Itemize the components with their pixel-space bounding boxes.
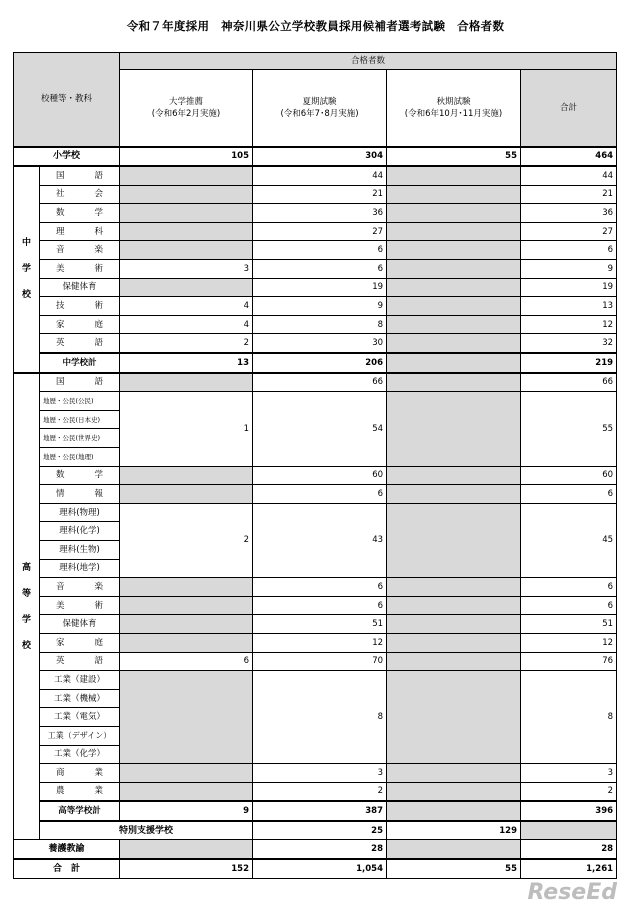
row-yogo: 養護教諭 28 28 <box>14 840 617 859</box>
table-row: 家 庭 12 12 <box>14 633 617 652</box>
table-row: 音 楽 6 6 <box>14 578 617 597</box>
table-row: 理科(物理) 2 43 45 <box>14 503 617 522</box>
table-row: 英 語 2 30 32 <box>14 334 617 353</box>
table-row: 工業（機械） <box>14 689 617 708</box>
table-row: 理科(地学) <box>14 559 617 578</box>
high-side-label: 高 等 学 校 <box>14 373 40 840</box>
table-row: 保健体育 19 19 <box>14 278 617 297</box>
table-row: 商 業 3 3 <box>14 764 617 783</box>
col-univ-header: 大学推薦 (令和6年2月実施) <box>120 70 253 147</box>
row-elementary: 小学校 105 304 55 464 <box>14 147 617 167</box>
table-row: 高 等 学 校 国 語 66 66 <box>14 373 617 392</box>
junior-subtotal-row: 中学校計 13 206 219 <box>14 353 617 373</box>
table-row: 地歴・公民(日本史) <box>14 410 617 429</box>
col-summer-header: 夏期試験 (令和6年7･8月実施) <box>253 70 387 147</box>
table-row: 英 語 6 70 76 <box>14 652 617 671</box>
table-row: 地歴・公民(地理) <box>14 448 617 467</box>
table-row: 中 学 校 国 語 44 44 <box>14 166 617 185</box>
page-title: 令和７年度採用 神奈川県公立学校教員採用候補者選考試験 合格者数 <box>126 19 505 33</box>
table-row: 技 術 4 9 13 <box>14 297 617 316</box>
table-row: 理 科 27 27 <box>14 222 617 241</box>
table-row: 理科(生物) <box>14 540 617 559</box>
watermark-logo: ReseEd <box>527 880 617 905</box>
row-special-support: 特別支援学校 25 129 <box>14 821 617 840</box>
col-autumn-header: 秋期試験 (令和6年10月･11月実施) <box>387 70 521 147</box>
table-row: 工業（建設） 8 8 <box>14 671 617 690</box>
group-header: 合格者数 <box>120 53 617 70</box>
table-row: 数 学 36 36 <box>14 204 617 223</box>
table-row: 工業（デザイン） <box>14 726 617 745</box>
table-row: 数 学 60 60 <box>14 466 617 485</box>
category-header: 校種等・教科 <box>14 53 120 147</box>
table-row: 工業（電気） <box>14 708 617 727</box>
junior-side-label: 中 学 校 <box>14 166 40 373</box>
table-row: 農 業 2 2 <box>14 782 617 801</box>
table-row: 地歴・公民(世界史) <box>14 429 617 448</box>
row-grand-total: 合 計 152 1,054 55 1,261 <box>14 859 617 878</box>
table-row: 社 会 21 21 <box>14 185 617 204</box>
high-subtotal-row: 高等学校計 9 387 396 <box>14 801 617 821</box>
results-table <box>13 52 617 879</box>
table-row: 情 報 6 6 <box>14 485 617 504</box>
table-row: 音 楽 6 6 <box>14 241 617 260</box>
table-row: 美 術 6 6 <box>14 596 617 615</box>
table-row: 地歴・公民(公民) 1 54 55 <box>14 392 617 411</box>
table-row: 家 庭 4 8 12 <box>14 315 617 334</box>
table-row: 美 術 3 6 9 <box>14 260 617 279</box>
col-total-header: 合計 <box>521 70 617 147</box>
table-row: 工業（化学） <box>14 745 617 764</box>
table-row: 理科(化学) <box>14 522 617 541</box>
table-row: 保健体育 51 51 <box>14 615 617 634</box>
